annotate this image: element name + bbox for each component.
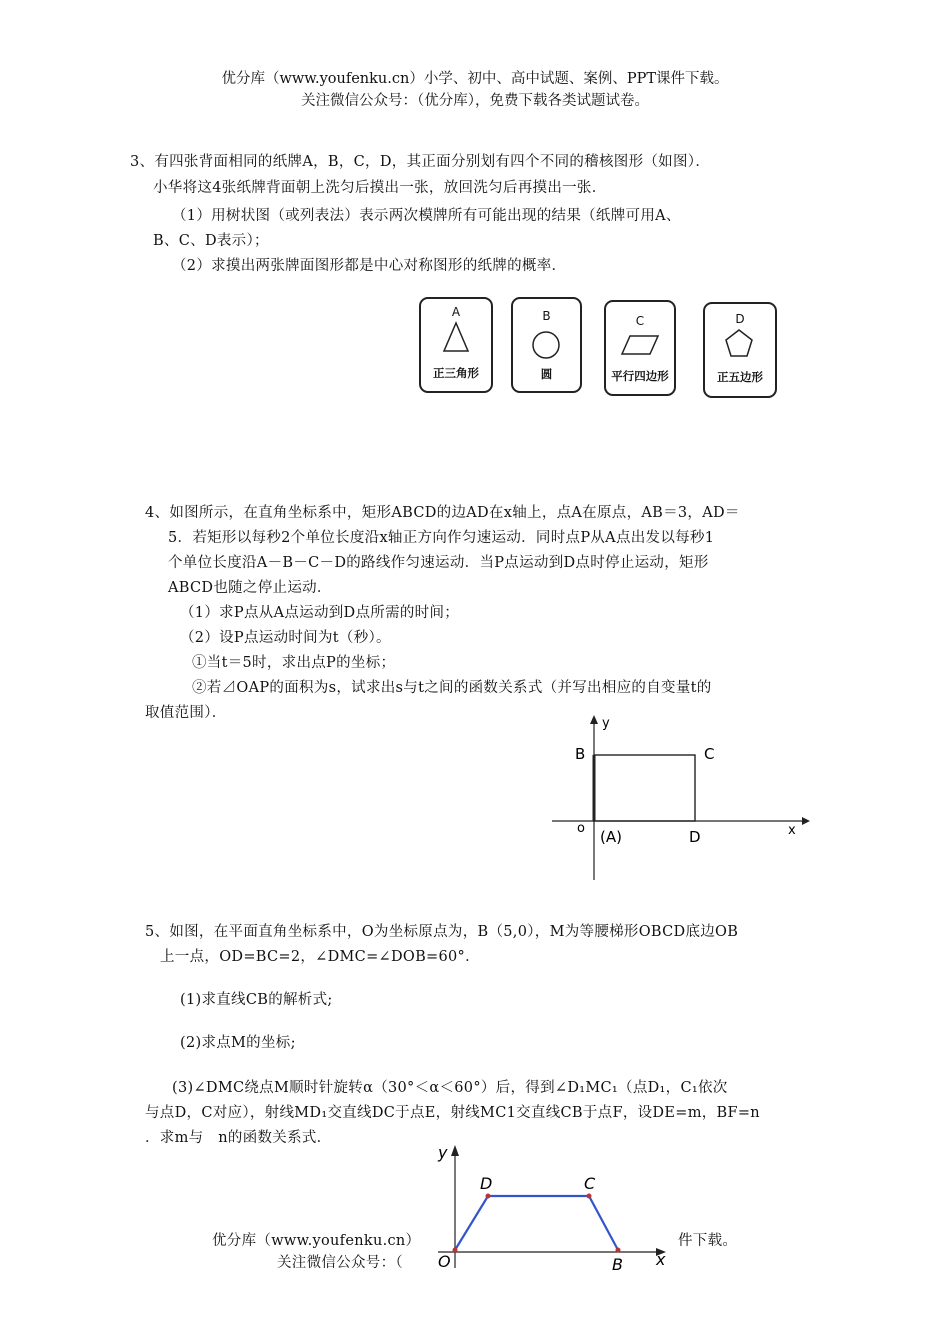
q5-trapezoid-obcd [455,1196,618,1250]
q3-line-5: （2）求摸出两张牌面图形都是中心对称图形的纸牌的概率． [172,258,567,274]
q4-rect-abcd [594,755,695,821]
q5-y-label: y [438,1143,448,1162]
q5-label-o: O [438,1252,451,1271]
q5-y-arrow [451,1145,459,1156]
card-b [511,297,582,393]
card-c [604,300,676,396]
q3-line-4: B、C、D表示）； [153,233,269,249]
q5-line-6: 与点D，C对应），射线MD₁交直线DC于点E，射线MC1交直线CB于点F，设DE=m，BF=n [145,1105,760,1121]
q5-point-c [587,1194,592,1199]
q5-point-o [453,1248,458,1253]
card-b-letter: B [542,309,551,323]
q4-line-1: 4、如图所示，在直角坐标系中，矩形ABCD的边AD在x轴上，点A在原点，AB＝3，AD＝ [145,505,740,521]
q4-label-d: D [689,828,701,846]
card-a [419,297,493,393]
q5-line-3: (1)求直线CB的解析式; [180,992,333,1008]
card-b-name: 圆 [540,367,553,381]
q5-point-d [486,1194,491,1199]
q4-line-5: （1）求P点从A点运动到D点所需的时间； [180,605,460,621]
card-d-name: 正五边形 [717,370,763,384]
card-d-letter: D [735,312,745,326]
card-c-name: 平行四边形 [611,369,669,383]
q4-line-2: 5．若矩形以每秒2个单位长度沿x轴正方向作匀速运动．同时点P从A点出发以每秒1 [168,530,715,546]
q5-line-4: (2)求点M的坐标; [180,1035,296,1051]
q4-line-8: ②若⊿OAP的面积为s，试求出s与t之间的函数关系式（并写出相应的自变量t的 [192,680,712,696]
q5-label-b: B [612,1255,623,1272]
q4-y-arrow [590,715,598,724]
q5-point-b [616,1248,621,1253]
q4-x-label: x [788,823,796,838]
q4-line-7: ①当t＝5时，求出点P的坐标； [192,655,396,671]
q4-label-o: o [577,821,585,836]
footer-line-1-left: 优分库（www.youfenku.cn）小 [212,1233,436,1249]
q4-y-label: y [602,716,610,731]
footer-line-1-right: 件下载。 [678,1233,738,1249]
card-d [703,302,777,398]
q3-line-2: 小华将这4张纸牌背面朝上洗匀后摸出一张，放回洗匀后再摸出一张． [153,180,607,196]
q4-x-arrow [802,817,810,825]
q3-line-1: 3、有四张背面相同的纸牌A，B，C，D，其正面分别划有四个不同的稽核图形（如图）． [130,154,711,170]
q4-line-6: （2）设P点运动时间为t（秒）。 [180,630,391,646]
card-a-name: 正三角形 [433,366,479,380]
q4-label-c: C [704,745,715,763]
q3-line-3: （1）用树状图（或列表法）表示两次模牌所有可能出现的结果（纸牌可用A、 [172,208,681,224]
q5-line-7: ．求m与 n的函数关系式． [145,1130,332,1146]
card-c-letter: C [635,314,645,328]
card-a-letter: A [451,305,461,319]
q5-line-2: 上一点，OD=BC=2，∠DMC=∠DOB=60°． [160,949,480,965]
q4-line-3: 个单位长度沿A－B－C－D的路线作匀速运动．当P点运动到D点时停止运动，矩形 [168,555,709,571]
q4-line-9: 取值范围）． [145,705,227,721]
q5-x-label: x [656,1250,666,1269]
q4-label-a: (A) [600,828,622,846]
q4-label-b: B [575,745,586,763]
q5-label-d: D [480,1174,493,1193]
q5-line-5: (3)∠DMC绕点M顺时针旋转α（30°＜α＜60°）后，得到∠D₁MC₁（点D₁，C₁依次 [172,1080,728,1096]
header-line-1: 优分库（www.youfenku.cn）小学、初中、高中试题、案例、PPT课件下载。 [221,71,729,87]
q5-line-1: 5、如图，在平面直角坐标系中，O为坐标原点为，B（5,0），M为等腰梯形OBCD底边OB [145,924,739,940]
footer-line-2-left: 关注微信公众号：（ [277,1255,403,1271]
q4-rectangle-figure [540,712,810,884]
header-line-2: 关注微信公众号：（优分库），免费下载各类试题试卷。 [301,93,649,109]
q5-trapezoid-figure [418,1140,670,1272]
q4-line-4: ABCD也随之停止运动． [168,580,332,596]
q5-label-c: C [584,1174,596,1193]
